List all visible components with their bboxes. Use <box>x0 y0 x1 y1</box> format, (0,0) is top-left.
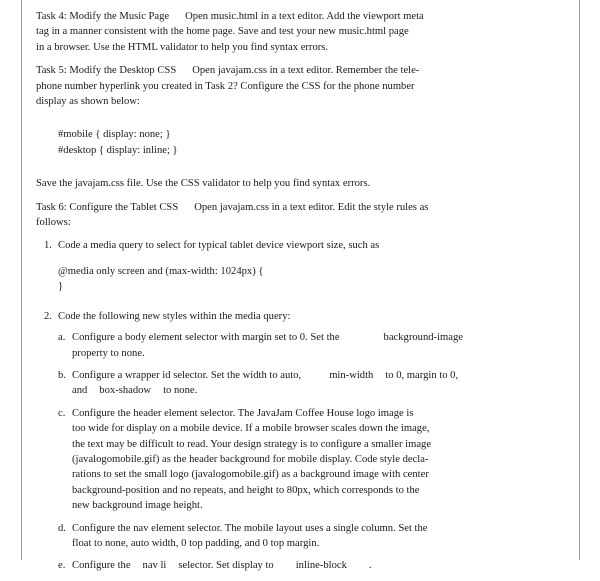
substep-letter: c. <box>58 407 66 419</box>
substep-d-text-line1: Configure the nav element selector. The mobile layout uses a single column. Set the <box>72 522 428 534</box>
substep-a-code: background-image <box>383 332 463 344</box>
substep-e-text: Configure the <box>72 560 131 572</box>
substep-c-line: Configure the header element selector. The JavaJam Coffee House logo image is <box>72 407 414 419</box>
substep-b-code-minwidth: min-width <box>329 369 374 381</box>
substep-b-text-and: and <box>72 385 88 397</box>
code-line-desktop: #desktop { display: inline; } <box>58 144 178 156</box>
media-query-code-block <box>58 264 556 295</box>
task6-step-1 <box>36 238 556 294</box>
substep-a-text: Configure a body element selector with margin set to 0. Set the <box>72 332 340 344</box>
substep-c-line: (javalogomobile.gif) as the header background for mobile display. Code style decla- <box>72 453 429 465</box>
substep-e-text-cont: selector. Set display to <box>178 560 274 572</box>
substep-c-line: new background image height. <box>72 500 203 512</box>
code-line-mobile: #mobile { display: none; } <box>58 129 171 141</box>
task5-text-line1: Open javajam.css in a text editor. Remember the tele- <box>192 65 420 77</box>
substep-letter: e. <box>58 560 66 572</box>
task6-text-line2: follows: <box>36 217 71 229</box>
task6-text-line1: Open javajam.css in a text editor. Edit the style rules as <box>194 201 429 213</box>
substep-e-code-inlineblock: inline-block <box>295 560 347 572</box>
task6-title: Task 6: Configure the Tablet CSS <box>36 201 179 213</box>
substep-letter: d. <box>58 522 66 534</box>
step2-text: Code the following new styles within the media query: <box>58 310 291 322</box>
substep-c-line: background-position and no repeats, and height to 80px, which corresponds to the <box>72 484 420 496</box>
task6-steps-list <box>36 238 556 573</box>
substep-b-text: Configure a wrapper id selector. Set the width to auto, <box>72 369 302 381</box>
substep-b-text-end: to none. <box>163 385 198 397</box>
step-number: 1. <box>44 240 52 252</box>
substep-a <box>58 330 556 361</box>
task4-paragraph <box>36 9 556 55</box>
substep-d <box>58 521 556 552</box>
substep-a-text-line2: property to none. <box>72 347 145 359</box>
task4-text-line3: in a browser. Use the HTML validator to help you find syntax errors. <box>36 41 329 53</box>
substep-b-text-cont: to 0, margin to 0, <box>385 369 459 381</box>
task4-text-line2: tag in a manner consistent with the home page. Save and test your new music.html page <box>36 26 409 38</box>
substep-e-period: . <box>368 560 372 572</box>
code-line-media-open: @media only screen and (max-width: 1024px) { <box>58 265 264 277</box>
step2-substeps-list <box>58 330 556 574</box>
task5-title: Task 5: Modify the Desktop CSS <box>36 65 177 77</box>
substep-e-code-navli: nav li <box>142 560 167 572</box>
substep-c-line: the text may be difficult to read. Your design strategy is to configure a smaller image <box>72 438 432 450</box>
document-content <box>36 9 556 581</box>
task6-paragraph <box>36 200 556 231</box>
task5-text-line3: display as shown below: <box>36 96 140 108</box>
substep-b-code-boxshadow: box-shadow <box>99 385 152 397</box>
substep-b <box>58 368 556 399</box>
task5-after-paragraph: Save the javajam.css file. Use the CSS validator to help you find syntax errors. <box>36 178 371 190</box>
task6-step-2 <box>36 309 556 574</box>
substep-letter: a. <box>58 332 66 344</box>
substep-c-line: too wide for display on a mobile device. If a mobile browser scales down the image, <box>72 423 430 435</box>
step1-text: Code a media query to select for typical tablet device viewport size, such as <box>58 240 380 252</box>
substep-c-line: rations to set the small logo (javalogomobile.gif) as a background image with center <box>72 469 429 481</box>
code-line-media-close: } <box>58 281 64 293</box>
task4-text-line1: Open music.html in a text editor. Add the viewport meta <box>185 11 424 22</box>
substep-e <box>58 558 556 573</box>
task4-title: Task 4: Modify the Music Page <box>36 11 170 22</box>
document-page <box>21 0 580 572</box>
substep-c <box>58 406 556 514</box>
step-number: 2. <box>44 310 52 322</box>
substep-letter: b. <box>58 369 66 381</box>
task5-paragraph <box>36 63 556 109</box>
substep-d-text-line2: float to none, auto width, 0 top padding, and 0 top margin. <box>72 537 320 549</box>
task5-text-line2: phone number hyperlink you created in Task 2? Configure the CSS for the phone number <box>36 80 415 92</box>
task5-code-block <box>36 127 556 158</box>
